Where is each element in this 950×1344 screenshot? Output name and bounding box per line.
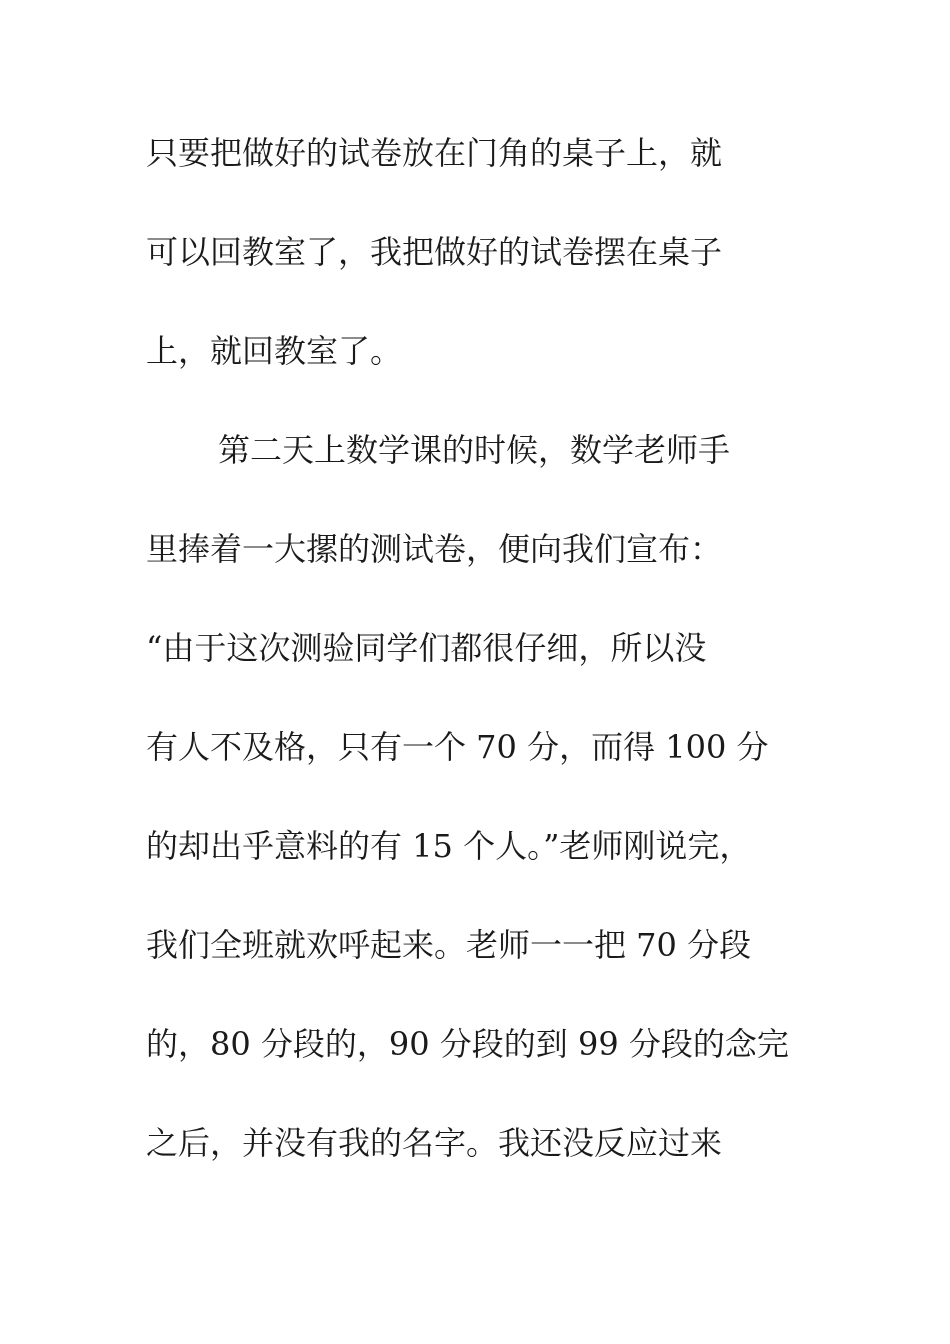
text-line-5: 里捧着一大摞的测试卷，便向我们宣布：	[146, 530, 723, 568]
text-line-1: 只要把做好的试卷放在门角的桌子上，就	[146, 134, 723, 172]
text-line-7: 有人不及格，只有一个 70 分，而得 100 分	[146, 728, 769, 766]
text-line-6: “由于这次测验同学们都很仔细，所以没	[146, 629, 707, 667]
text-line-9: 我们全班就欢呼起来。老师一一把 70 分段	[146, 926, 752, 964]
text-line-11: 之后，并没有我的名字。我还没反应过来	[146, 1124, 723, 1162]
text-line-2: 可以回教室了，我把做好的试卷摆在桌子	[146, 233, 723, 271]
text-line-8: 的却出乎意料的有 15 个人。”老师刚说完，	[146, 827, 752, 865]
text-line-3: 上，就回教室了。	[146, 332, 403, 370]
text-line-4: 第二天上数学课的时候，数学老师手	[218, 431, 731, 469]
text-line-10: 的，80 分段的，90 分段的到 99 分段的念完	[146, 1025, 789, 1063]
